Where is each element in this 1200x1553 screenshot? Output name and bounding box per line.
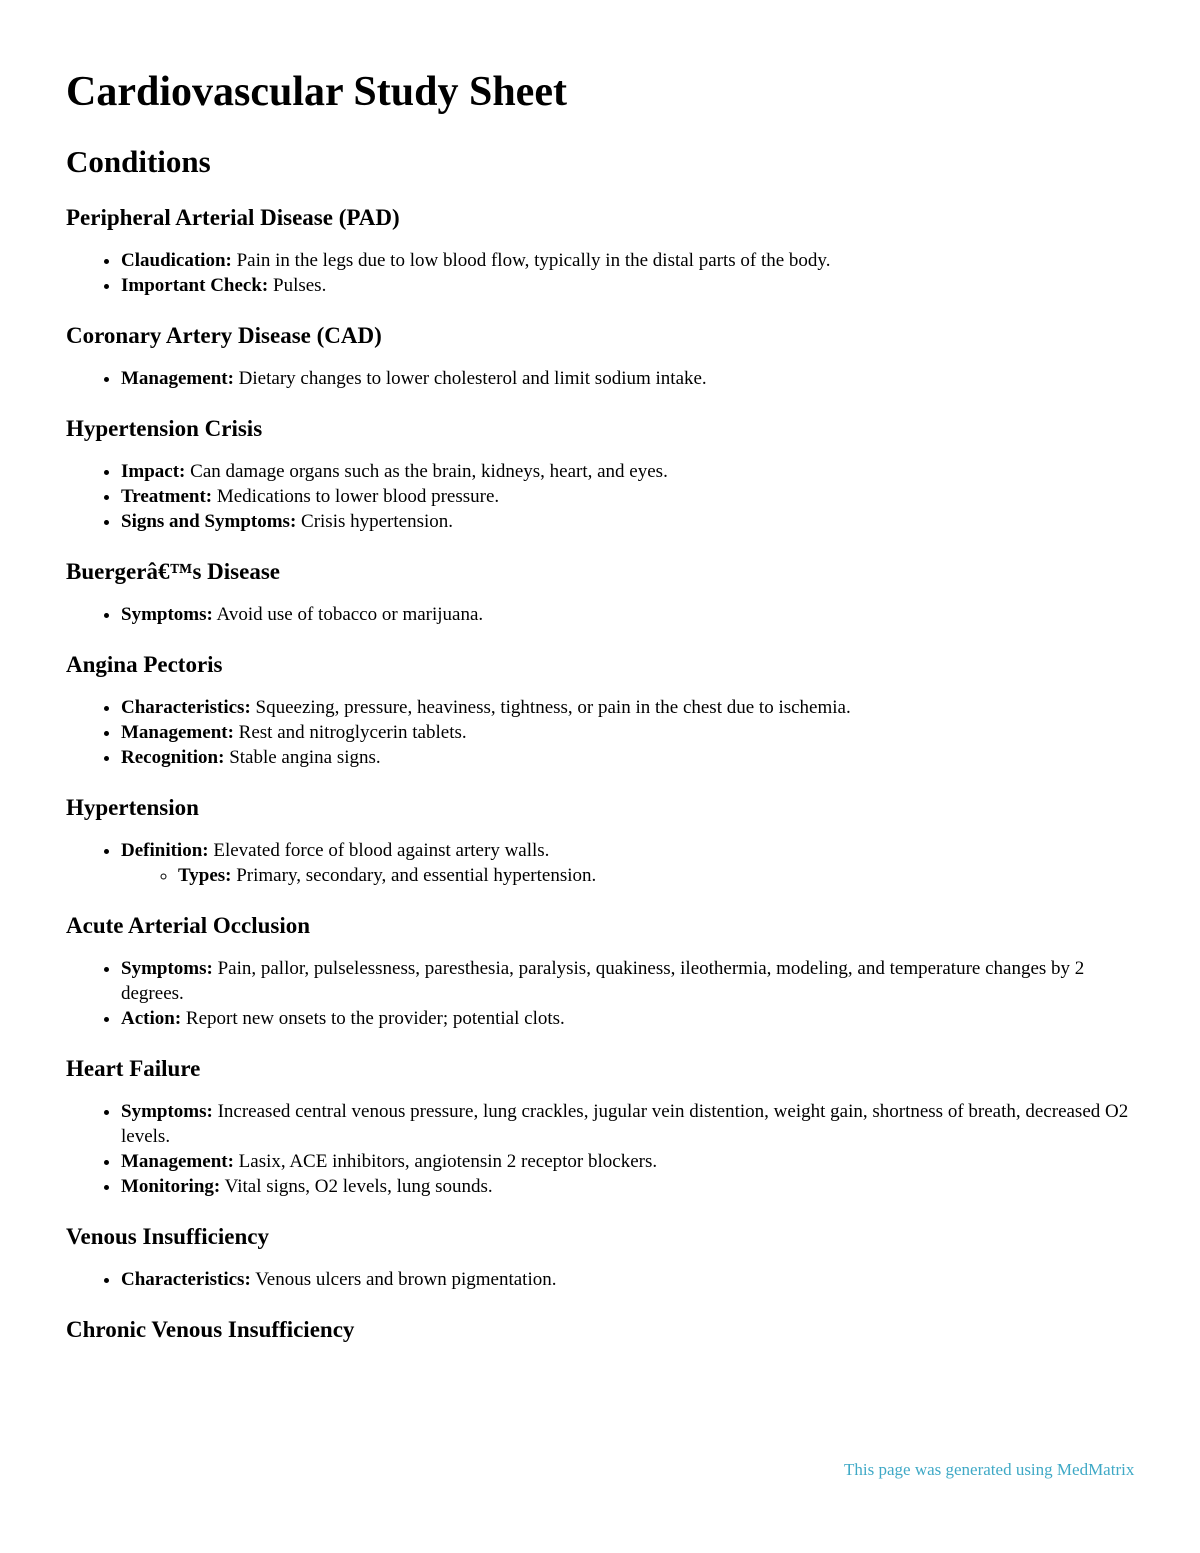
list-item bbox=[121, 838, 1146, 888]
item-label: Monitoring: bbox=[121, 1176, 221, 1197]
item-label: Management: bbox=[121, 722, 234, 743]
list-item bbox=[121, 720, 1146, 745]
list-item bbox=[121, 1149, 1146, 1174]
list-item bbox=[121, 602, 1146, 627]
item-text: Venous ulcers and brown pigmentation. bbox=[250, 1269, 557, 1290]
list-item bbox=[121, 956, 1146, 1006]
item-label: Recognition: bbox=[121, 747, 225, 768]
conditions-list bbox=[66, 202, 1146, 1346]
condition-heading: Buergerâ€™s Disease bbox=[66, 559, 280, 584]
item-label: Symptoms: bbox=[121, 604, 213, 625]
item-label: Impact: bbox=[121, 461, 186, 482]
sub-list bbox=[121, 863, 1146, 888]
list-item bbox=[121, 484, 1146, 509]
condition-heading: Hypertension bbox=[66, 795, 199, 820]
condition-details-list bbox=[66, 459, 1146, 534]
item-label: Management: bbox=[121, 1151, 234, 1172]
condition-details-list bbox=[66, 602, 1146, 627]
item-label: Management: bbox=[121, 368, 234, 389]
sub-list-item bbox=[178, 863, 1146, 888]
list-item bbox=[121, 459, 1146, 484]
item-label: Action: bbox=[121, 1008, 182, 1029]
item-label: Definition: bbox=[121, 840, 209, 861]
item-text: Vital signs, O2 levels, lung sounds. bbox=[220, 1176, 493, 1197]
item-text: Pain in the legs due to low blood flow, typically in the distal parts of the body. bbox=[231, 250, 831, 271]
item-label: Claudication: bbox=[121, 250, 232, 271]
list-item bbox=[121, 509, 1146, 534]
list-item bbox=[121, 366, 1146, 391]
list-item bbox=[121, 1174, 1146, 1199]
generated-by-note[interactable]: This page was generated using MedMatrix bbox=[844, 1460, 1135, 1479]
condition-heading: Acute Arterial Occlusion bbox=[66, 913, 311, 938]
item-label: Important Check: bbox=[121, 275, 269, 296]
condition-details-list bbox=[66, 956, 1146, 1031]
condition-heading: Coronary Artery Disease (CAD) bbox=[66, 323, 382, 348]
sub-item-label: Types: bbox=[178, 865, 232, 886]
item-label: Symptoms: bbox=[121, 958, 213, 979]
item-text: Can damage organs such as the brain, kidneys, heart, and eyes. bbox=[185, 461, 668, 482]
sub-item-text: Primary, secondary, and essential hypertension. bbox=[231, 865, 597, 886]
item-text: Squeezing, pressure, heaviness, tightness, or pain in the chest due to ischemia. bbox=[250, 697, 851, 718]
list-item bbox=[121, 1267, 1146, 1292]
item-text: Increased central venous pressure, lung crackles, jugular vein distention, weight gain, shortness of breath, decreased O2 levels. bbox=[121, 1101, 1129, 1147]
item-label: Treatment: bbox=[121, 486, 213, 507]
item-text: Avoid use of tobacco or marijuana. bbox=[212, 604, 484, 625]
section-heading: Conditions bbox=[66, 144, 211, 179]
condition-details-list bbox=[66, 1267, 1146, 1292]
item-text: Dietary changes to lower cholesterol and limit sodium intake. bbox=[233, 368, 707, 389]
item-text: Medications to lower blood pressure. bbox=[212, 486, 500, 507]
item-text: Crisis hypertension. bbox=[296, 511, 454, 532]
condition-heading: Angina Pectoris bbox=[66, 652, 223, 677]
item-label: Characteristics: bbox=[121, 697, 251, 718]
item-label: Symptoms: bbox=[121, 1101, 213, 1122]
condition-heading: Hypertension Crisis bbox=[66, 416, 263, 441]
list-item bbox=[121, 1006, 1146, 1031]
item-text: Report new onsets to the provider; potential clots. bbox=[181, 1008, 565, 1029]
list-item bbox=[121, 1099, 1146, 1149]
item-text: Pain, pallor, pulselessness, paresthesia, paralysis, quakiness, ileothermia, modeling, and temperature changes by 2 degrees. bbox=[121, 958, 1085, 1004]
condition-heading: Peripheral Arterial Disease (PAD) bbox=[66, 205, 400, 230]
condition-details-list bbox=[66, 248, 1146, 298]
item-text: Stable angina signs. bbox=[224, 747, 381, 768]
study-sheet bbox=[66, 64, 1146, 1360]
condition-details-list bbox=[66, 838, 1146, 888]
condition-details-list bbox=[66, 1099, 1146, 1199]
condition-details-list bbox=[66, 695, 1146, 770]
item-text: Lasix, ACE inhibitors, angiotensin 2 receptor blockers. bbox=[233, 1151, 658, 1172]
condition-heading: Heart Failure bbox=[66, 1056, 201, 1081]
condition-details-list bbox=[66, 366, 1146, 391]
item-label: Signs and Symptoms: bbox=[121, 511, 297, 532]
item-label: Characteristics: bbox=[121, 1269, 251, 1290]
page-title: Cardiovascular Study Sheet bbox=[66, 69, 567, 115]
condition-heading: Venous Insufficiency bbox=[66, 1224, 269, 1249]
item-text: Rest and nitroglycerin tablets. bbox=[233, 722, 467, 743]
list-item bbox=[121, 745, 1146, 770]
list-item bbox=[121, 248, 1146, 273]
list-item bbox=[121, 273, 1146, 298]
item-text: Elevated force of blood against artery walls. bbox=[208, 840, 550, 861]
list-item bbox=[121, 695, 1146, 720]
condition-heading: Chronic Venous Insufficiency bbox=[66, 1317, 355, 1342]
item-text: Pulses. bbox=[268, 275, 327, 296]
